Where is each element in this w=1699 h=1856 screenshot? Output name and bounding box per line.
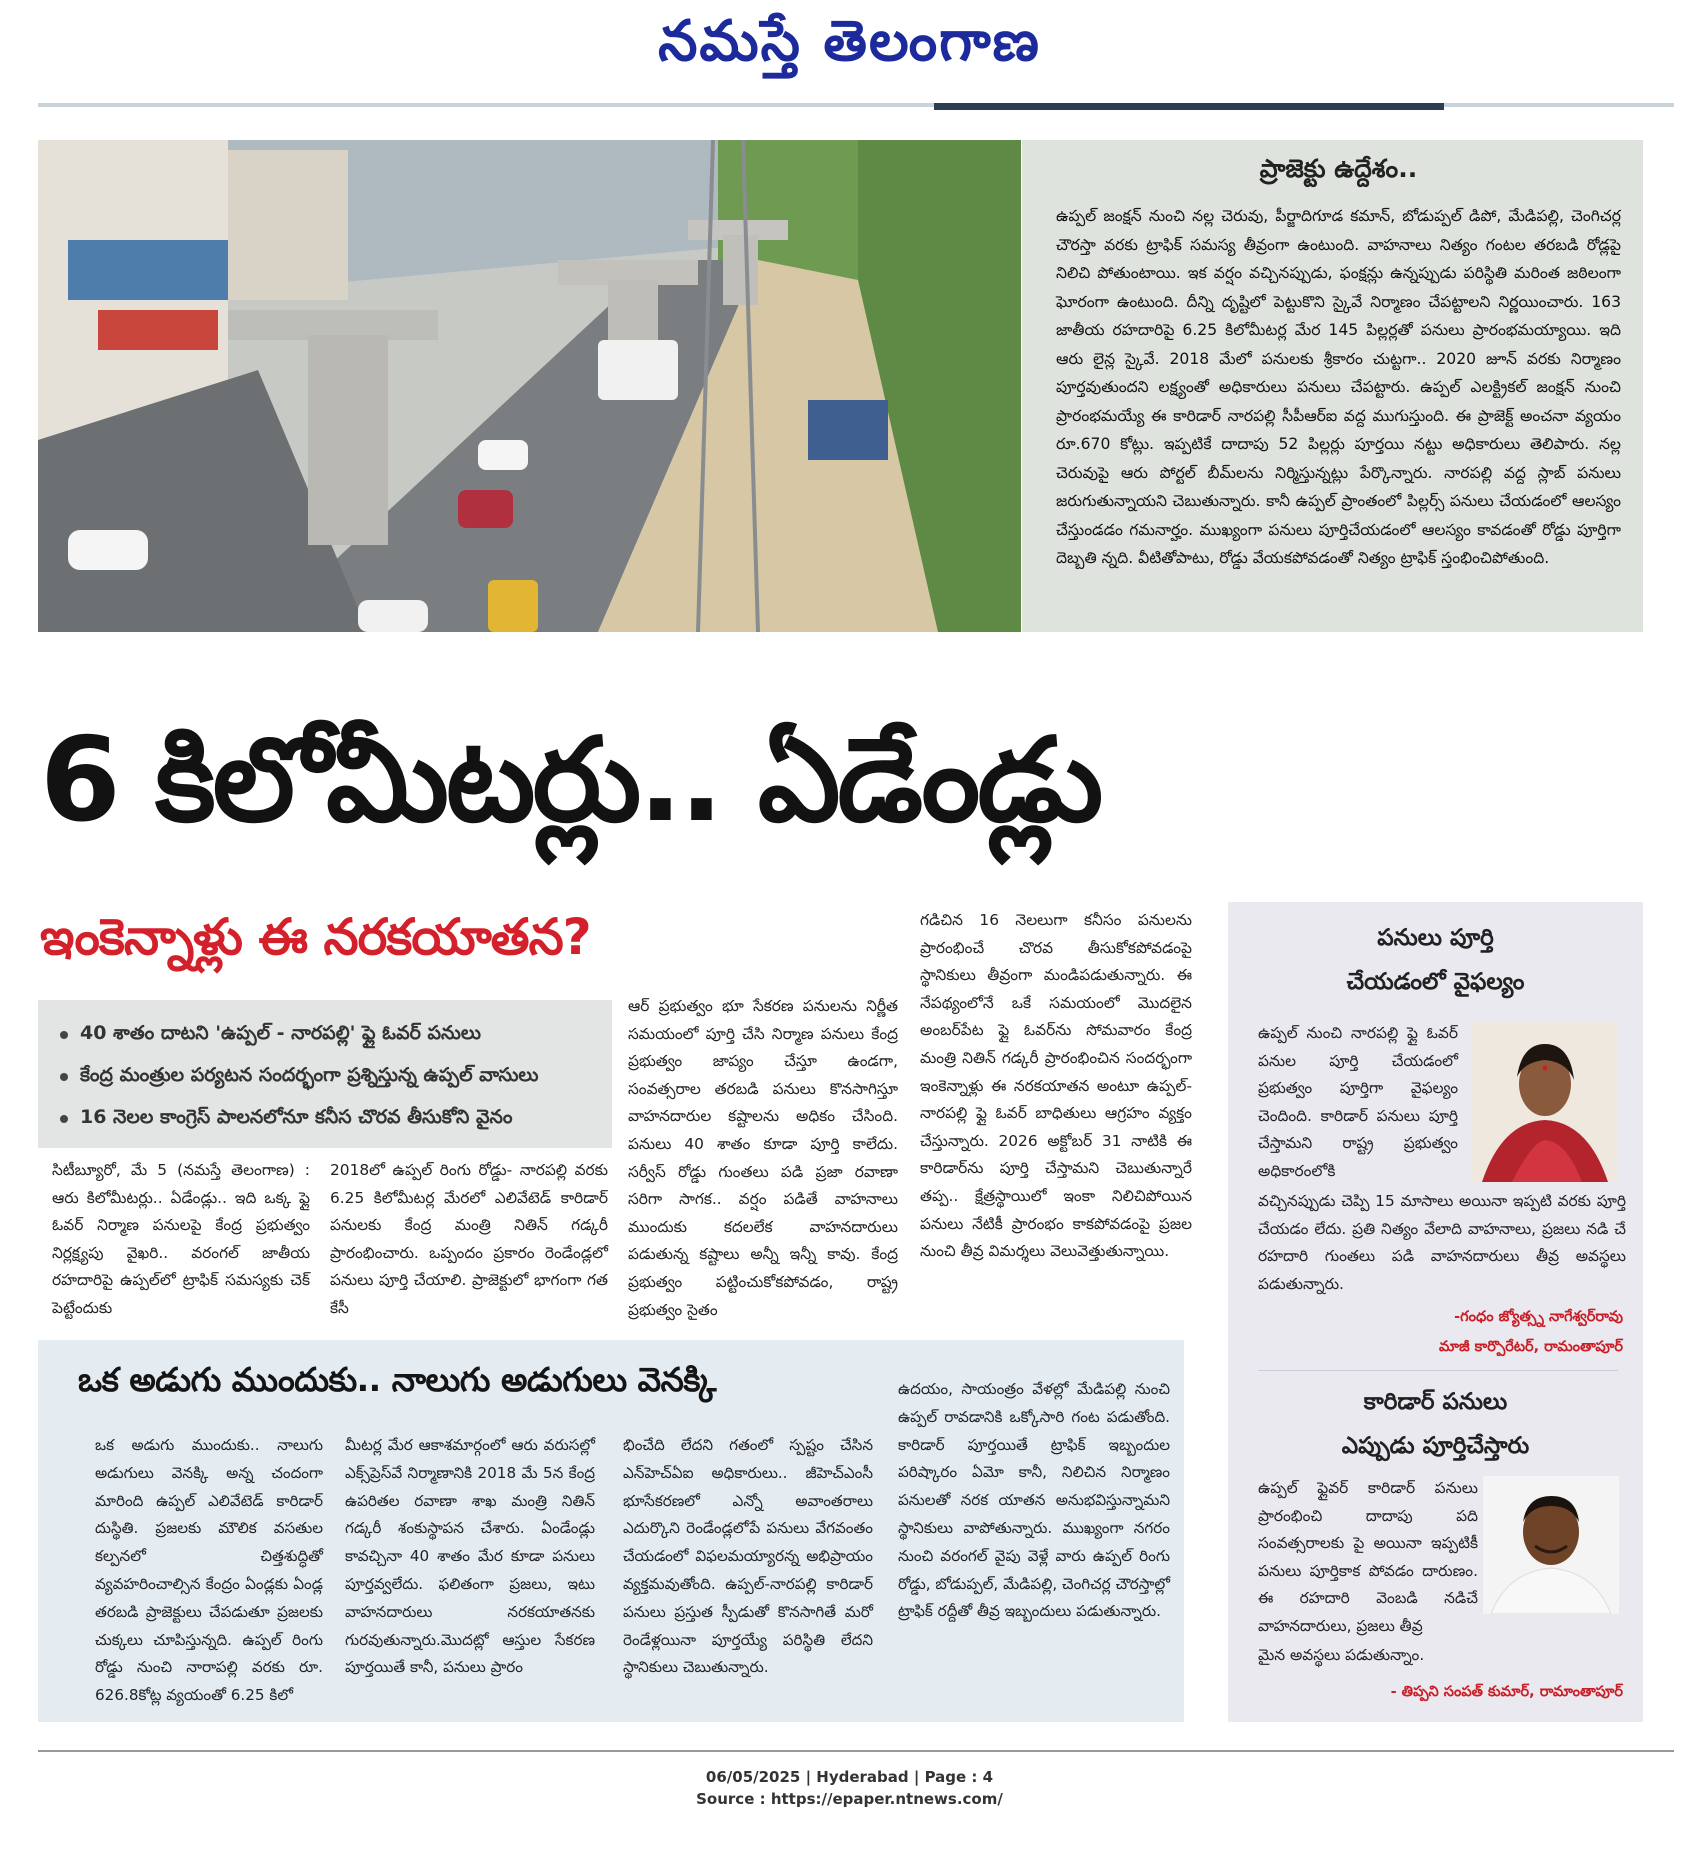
article-column-1: సిటీబ్యూరో, మే 5 (నమస్తే తెలంగాణ) : ఆరు కిలోమీటర్లు.. ఏడేండ్లు.. ఇది ఒక్క ఫ్లై ఓవర్ నిర్మాణ పనులపై కేంద్ర ప్రభుత్వం నిర్లక్ష్యపు వైఖరి.. వరంగల్ జాతీయ రహదారిపై ఉప్పల్‌లో ట్రాఫిక్ సమస్యకు చెక్ పెట్టేందుకు — [52, 1161, 310, 1317]
opinion2-text-cont: మైన అవస్థలు పడుతున్నాం. — [1258, 1646, 1425, 1664]
bottom-column-3: భించేది లేదని గతంలో స్పష్టం చేసిన ఎన్‌హెచ్ఏఐ అధికారులు.. జీహెచ్ఎంసీ భూసేకరణలో ఎన్నో అవాంతరాలు ఎదుర్కొని రెండేండ్లలోపే పనులు వేగవంతం చేయడంలో విఫలమయ్యారన్న అభిప్రాయం వ్యక్తమవుతోంది. ఉప్పల్-నారపల్లి కారిడార్ పనులు ప్రస్తుత స్పీడుతో కొనసాగితే మరో రెండేళ్లయినా పూర్తయ్యే పరిస్థితి లేదని స్థానికులు చెబుతున్నారు. — [623, 1436, 873, 1677]
opinion-sidebar — [1228, 902, 1643, 1722]
opinion1-text-cont: వచ్చినప్పుడు చెప్పి 15 మాసాలు అయినా ఇప్పటి వరకు పూర్తి చేయడం లేదు. ప్రతి నిత్యం వేలాది వాహనాలు, ప్రజలు నడి చే రహదారి గుంతలు పడి వాహనదారులు తీవ్ర అవస్థలు పడుతున్నారు. — [1258, 1192, 1626, 1293]
sub-headline: ఇంకెన్నాళ్లు ఈ నరకయాతన? — [40, 908, 591, 966]
opinion1-title: చేయడంలో వైఫల్యం — [1346, 969, 1525, 995]
main-headline: 6 కిలోమీటర్లు.. ఏడేండ్లు — [40, 713, 1101, 848]
bottom-column-2: మీటర్ల మేర ఆకాశమార్గంలో ఆరు వరుసల్లో ఎక్స్‌ప్రెస్‌వే నిర్మాణానికి 2018 మే 5న కేంద్ర ఉపరితల రవాణా శాఖ మంత్రి నితిన్ గడ్కరీ శంకుస్థాపన చేశారు. ఏండేండ్లు కావచ్చినా 40 శాతం మేర కూడా పనులు పూర్తవ్వలేదు. ఫలితంగా ప్రజలు, ఇటు వాహనదారులు నరకయాతనకు గురవుతున్నారు.మొదట్లో ఆస్తుల సేకరణ పూర్తయితే కానీ, పనులు ప్రారం — [345, 1436, 595, 1677]
highlights-box — [38, 1000, 612, 1148]
opinion1-portrait — [1472, 1022, 1618, 1182]
highlight-item: కేంద్ర మంత్రుల పర్యటన సందర్భంగా ప్రశ్నిస్తున్న ఉప్పల్ వాసులు — [60, 1056, 602, 1098]
highlight-item: 16 నెలల కాంగ్రెస్ పాలనలోనూ కనీస చొరవ తీసుకోని వైనం — [60, 1098, 602, 1140]
opinion2-author: - తిప్పని సంపత్ కుమార్, రామాంతాపూర్ — [1390, 1684, 1623, 1700]
bottom-story-title: ఒక అడుగు ముందుకు.. నాలుగు అడుగులు వెనక్కి — [78, 1360, 716, 1399]
opinion1-author: -గంధం జ్యోత్స్న నాగేశ్వర్‌రావు — [1454, 1309, 1623, 1325]
bullet-icon — [60, 1115, 68, 1123]
page-footer — [0, 1766, 1699, 1810]
footer-date-page: 06/05/2025 | Hyderabad | Page : 4 — [705, 1768, 994, 1786]
opinion2-title: ఎప్పుడు పూర్తిచేస్తారు — [1341, 1433, 1530, 1459]
sidebar-divider — [1258, 1370, 1618, 1371]
footer-rule — [38, 1750, 1674, 1752]
header-accent-rule — [934, 103, 1444, 110]
opinion2-text: ఉప్పల్ ఫ్లైవర్ కారిడార్ పనులు ప్రారంభించి దాదాపు పది సంవత్సరాలకు పై అయినా ఇప్పటికీ పనులు పూర్తికాక పోవడం దారుణం. ఈ రహదారి వెంబడి నడిచే వాహనదారులు, ప్రజలు తీవ్ర — [1258, 1479, 1478, 1635]
opinion1-designation: మాజీ కార్పొరేటర్, రామంతాపూర్ — [1439, 1339, 1623, 1355]
bottom-column-4: ఉదయం, సాయంత్రం వేళల్లో మేడిపల్లి నుంచి ఉప్పల్ రావడానికి ఒక్కోసారి గంట పడుతోంది. కారిడార్ పూర్తయితే ట్రాఫిక్ ఇబ్బందుల పరిష్కారం ఏమో కానీ, నిలిచిన నిర్మాణం పనులతో నరక యాతన అనుభవిస్తున్నామని స్థానికులు వాపోతున్నారు. ముఖ్యంగా నగరం నుంచి వరంగల్ వైపు వెళ్లే వారు ఉప్పల్ రింగు రోడ్డు, బోడుప్పల్, మేడిపల్లి, చెంగిచర్ల చౌరస్తాల్లో ట్రాఫిక్ రద్దీతో తీవ్ర ఇబ్బందులు పడుతున్నారు. — [898, 1380, 1170, 1621]
newspaper-masthead: నమస్తే తెలంగాణ — [658, 8, 1041, 74]
article-column-2: 2018లో ఉప్పల్ రింగు రోడ్డు- నారపల్లి వరకు 6.25 కిలోమీటర్ల మేరలో ఎలివేటెడ్ కారిడార్ పనులకు కేంద్ర మంత్రి నితిన్ గడ్కరీ ప్రారంభించారు. ఒప్పందం ప్రకారం రెండేండ్లలో పనులు పూర్తి చేయాలి. ప్రాజెక్టులో భాగంగా గత కేసీ — [330, 1161, 608, 1317]
bullet-icon — [60, 1073, 68, 1081]
opinion1-title: పనులు పూర్తి — [1377, 925, 1494, 951]
opinion2-title: కారిడార్ పనులు — [1363, 1389, 1508, 1415]
news-photo — [38, 140, 1021, 632]
article-column-4: గడిచిన 16 నెలలుగా కనీసం పనులను ప్రారంభించే చొరవ తీసుకోకపోవడంపై స్థానికులు తీవ్రంగా మండిపడుతున్నారు. ఈ నేపథ్యంలోనే ఒకే సమయంలో మొదలైన అంబర్‌పేట ఫ్లై ఓవర్‌ను సోమవారం కేంద్ర మంత్రి నితిన్ గడ్కరీ ప్రారంభించిన సందర్భంగా ఇంకెన్నాళ్లు ఈ నరకయాతన అంటూ ఉప్పల్-నారపల్లి ఫ్లై ఓవర్ బాధితులు ఆగ్రహం వ్యక్తం చేస్తున్నారు. 2026 అక్టోబర్ 31 నాటికి ఈ కారిడార్‌ను పూర్తి చేస్తామని చెబుతున్నారే తప్ప.. క్షేత్రస్థాయిలో ఇంకా నిలిచిపోయిన పనులు నేటికీ ప్రారంభం కాకపోవడంపై ప్రజల నుంచి తీవ్ర విమర్శలు వెలువెత్తుతున్నాయి. — [920, 911, 1192, 1261]
objective-body: ఉప్పల్ జంక్షన్ నుంచి నల్ల చెరువు, పీర్జాదిగూడ కమాన్, బోడుప్పల్ డిపో, మేడిపల్లి, చెంగిచర్ల చౌరస్తా వరకు ట్రాఫిక్ సమస్య తీవ్రంగా ఉంటుంది. వాహనాలు నిత్యం గంటల తరబడి రోడ్లపై నిలిచి పోతుంటాయి. ఇక వర్షం వచ్చినప్పుడు, ఫంక్షన్లు ఉన్నప్పుడు పరిస్థితి మరింత జఠిలంగా ఘోరంగా ఉంటుంది. దీన్ని దృష్టిలో పెట్టుకొని స్కైవే నిర్మాణం చేపట్టాలని నిర్ణయించారు. 163 జాతీయ రహదారిపై 6.25 కిలోమీటర్ల మేర 145 పిల్లర్లతో పనులు ప్రారంభమయ్యాయి. ఇది ఆరు లైన్ల స్కైవే. 2018 మేలో పనులకు శ్రీకారం చుట్టగా.. 2020 జూన్ వరకు నిర్మాణం పూర్తవుతుందని లక్ష్యంతో అధికారులు పనులు చేపట్టారు. ఉప్పల్ ఎలక్ట్రికల్ జంక్షన్ నుంచి ప్రారంభమయ్యే ఈ కారిడార్ నారపల్లి సీపీఆర్ఐ వద్ద ముగుస్తుంది. ఈ ప్రాజెక్ట్ అంచనా వ్యయం రూ.670 కోట్లు. ఇప్పటికే దాదాపు 52 పిల్లర్లు పూర్తయి నట్టు అధికారులు తెలిపారు. నల్ల చెరువుపై ఆరు పోర్టల్ బీమ్‌లను నిర్మిస్తున్నట్లు పేర్కొన్నారు. నారపల్లి వద్ద స్లాబ్ పనులు జరుగుతున్నాయని చెబుతున్నారు. కానీ ఉప్పల్ ప్రాంతంలో పిల్లర్స్ పనులు చేయడంలో ఆలస్యం చేస్తుండడం గమనార్హం. ముఖ్యంగా పనులు పూర్తిచేయడంలో ఆలస్యం కావడంతో రోడ్డు పూర్తిగా దెబ్బతి న్నది. వీటితోపాటు, రోడ్డు వేయకపోవడంతో నిత్యం ట్రాఫిక్ స్తంభించిపోతుంది. — [1056, 207, 1621, 567]
objective-title: ప్రాజెక్టు ఉద్దేశం.. — [1259, 154, 1418, 183]
opinion2-portrait — [1483, 1476, 1619, 1614]
highlight-item: 40 శాతం దాటని 'ఉప్పల్ - నారపల్లి' ఫ్లై ఓవర్ పనులు — [60, 1014, 602, 1056]
project-objective-box — [1022, 140, 1643, 632]
opinion1-text: ఉప్పల్ నుంచి నారపల్లి ఫ్లై ఓవర్ పనుల పూర్తి చేయడంలో ప్రభుత్వం పూర్తిగా వైఫల్యం చెందింది. కారిడార్ పనులు పూర్తి చేస్తామని రాష్ట్ర ప్రభుత్వం అధికారంలోకి — [1258, 1024, 1458, 1180]
bottom-column-1: ఒక అడుగు ముందుకు.. నాలుగు అడుగులు వెనక్కి అన్న చందంగా మారింది ఉప్పల్ ఎలివేటెడ్ కారిడార్ దుస్థితి. ప్రజలకు మౌలిక వసతుల కల్పనలో చిత్తశుద్ధితో వ్యవహరించాల్సిన కేంద్రం ఏండ్లకు ఏండ్ల తరబడి ప్రాజెక్టులు చేపడుతూ ప్రజలకు చుక్కలు చూపిస్తున్నది. ఉప్పల్ రింగు రోడ్డు నుంచి నారాపల్లి వరకు రూ. 626.8కోట్ల వ్యయంతో 6.25 కిలో — [95, 1436, 323, 1705]
article-column-3: ఆర్ ప్రభుత్వం భూ సేకరణ పనులను నిర్ణీత సమయంలో పూర్తి చేసి నిర్మాణ పనులు కేంద్ర ప్రభుత్వం జాప్యం చేస్తూ ఉండగా, సంవత్సరాల తరబడి పనులు కొనసాగిస్తూ వాహనదారుల కష్టాలను అధికం చేసింది. పనులు 40 శాతం కూడా పూర్తి కాలేదు. సర్వీస్ రోడ్డు గుంతలు పడి ప్రజా రవాణా సరిగా సాగక.. వర్షం పడితే వాహనాలు ముందుకు కదలలేక వాహనదారులు పడుతున్న కష్టాలు అన్నీ ఇన్నీ కావు. కేంద్ర ప్రభుత్వం పట్టించుకోకపోవడం, రాష్ట్ర ప్రభుత్వం సైతం — [628, 997, 898, 1319]
bullet-icon — [60, 1031, 68, 1039]
footer-source: Source : https://epaper.ntnews.com/ — [696, 1790, 1003, 1808]
